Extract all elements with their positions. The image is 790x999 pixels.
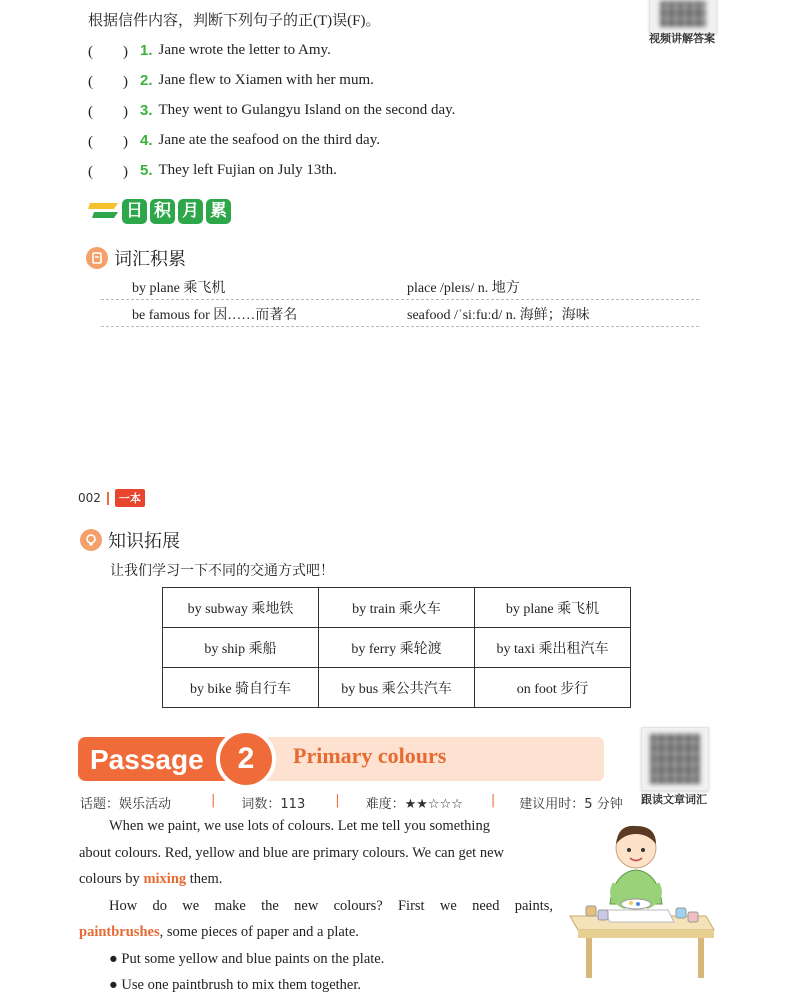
page-number: 002 — [78, 491, 101, 505]
answer-blank[interactable]: ( ) — [88, 73, 128, 90]
text-span: colours by — [79, 871, 144, 887]
exercise-item — [88, 159, 455, 181]
qr-caption-video-answers: 视频讲解答案 — [649, 32, 715, 45]
item-text: Jane ate the seafood on the third day. — [158, 131, 380, 148]
text-line — [79, 919, 553, 946]
table-cell: by ship 乘船 — [163, 628, 319, 668]
meta-difficulty: 难度：★★☆☆☆ — [365, 797, 463, 812]
answer-blank[interactable]: ( ) — [88, 103, 128, 120]
item-text: Jane wrote the letter to Amy. — [158, 41, 331, 58]
exercise-item — [88, 129, 455, 151]
vocab-list — [101, 273, 699, 327]
bullet-item: ● Put some yellow and blue paints on the plate. — [109, 950, 385, 967]
table-cell: by ferry 乘轮渡 — [319, 628, 475, 668]
table-cell: by subway 乘地铁 — [163, 588, 319, 628]
qr-code-image — [650, 734, 700, 784]
transport-table — [162, 587, 631, 708]
table-cell: by bus 乘公共汽车 — [319, 668, 475, 708]
meta-separator: | — [335, 793, 340, 808]
paragraph-2 — [79, 893, 553, 946]
qr-caption-read-along: 跟读文章词汇 — [641, 793, 707, 806]
knowledge-title: 知识拓展 — [108, 531, 180, 552]
daily-tile: 日 — [122, 199, 147, 224]
answer-blank[interactable]: ( ) — [88, 163, 128, 180]
lightbulb-icon — [80, 529, 102, 551]
meta-topic: 话题：娱乐活动 — [80, 797, 172, 812]
brand-badge: 一本 — [115, 489, 145, 507]
meta-time: 建议用时：5 分钟 — [519, 797, 623, 812]
footer-divider — [107, 492, 109, 505]
table-cell: by train 乘火车 — [319, 588, 475, 628]
table-cell: on foot 步行 — [475, 668, 631, 708]
passage-meta — [80, 793, 625, 812]
page-footer — [78, 489, 145, 507]
item-number: 1. — [140, 41, 153, 59]
daily-tile: 月 — [178, 199, 203, 224]
exercise-list — [88, 39, 455, 181]
text-line — [79, 866, 553, 893]
table-row — [163, 628, 631, 668]
item-text: They left Fujian on July 13th. — [158, 161, 337, 178]
knowledge-intro: 让我们学习一下不同的交通方式吧！ — [110, 564, 334, 579]
knowledge-header — [80, 527, 180, 553]
meta-words: 词数：113 — [241, 797, 306, 812]
table-row — [163, 668, 631, 708]
vocab-title: 词汇积累 — [114, 249, 186, 270]
passage-number: 2 — [216, 729, 276, 789]
item-number: 4. — [140, 131, 153, 149]
highlight-word: mixing — [143, 871, 187, 887]
text-line: about colours. Red, yellow and blue are primary colours. We can get new — [79, 844, 504, 861]
vocab-left: by plane 乘飞机 — [132, 281, 226, 296]
item-text: Jane flew to Xiamen with her mum. — [158, 71, 374, 88]
daily-tile: 累 — [206, 199, 231, 224]
vocab-left: be famous for 因……而著名 — [132, 308, 298, 323]
item-text: They went to Gulangyu Island on the second day. — [158, 101, 456, 118]
boy-painting-illustration — [568, 818, 718, 978]
green-stripes-icon — [88, 200, 120, 224]
passage-body — [79, 813, 553, 999]
exercise-item — [88, 39, 455, 61]
text-span: them. — [186, 871, 223, 887]
bullet-list — [79, 946, 553, 999]
qr-code-image — [660, 1, 706, 27]
vocab-header — [86, 245, 186, 271]
vocab-row — [101, 300, 699, 327]
daily-tile: 积 — [150, 199, 175, 224]
meta-separator: | — [490, 793, 496, 808]
text-line: How do we make the new colours? First we need paints, — [109, 897, 553, 914]
answer-blank[interactable]: ( ) — [88, 43, 128, 60]
highlight-word: paintbrushes — [79, 924, 160, 940]
passage-label: Passage — [78, 737, 228, 781]
vocab-right: seafood /ˈsiːfuːd/ n. 海鲜；海味 — [407, 308, 590, 323]
qr-code-read-along[interactable] — [641, 727, 709, 791]
vocab-right: place /pleɪs/ n. 地方 — [407, 281, 520, 296]
table-cell: by bike 骑自行车 — [163, 668, 319, 708]
bullet-text: Put some yellow and blue paints on the plate. — [121, 950, 385, 967]
answer-blank[interactable]: ( ) — [88, 133, 128, 150]
exercise-item — [88, 69, 455, 91]
qr-code-video-answers[interactable] — [649, 0, 717, 34]
item-number: 5. — [140, 161, 153, 179]
text-line: When we paint, we use lots of colours. Let me tell you something — [109, 818, 490, 834]
item-number: 3. — [140, 101, 153, 119]
table-cell: by taxi 乘出租汽车 — [475, 628, 631, 668]
table-row — [163, 588, 631, 628]
table-cell: by plane 乘飞机 — [475, 588, 631, 628]
meta-separator: | — [211, 793, 216, 808]
paragraph-1 — [79, 813, 553, 893]
exercise-item — [88, 99, 455, 121]
bullet-text: Use one paintbrush to mix them together. — [121, 977, 362, 993]
daily-accumulation-header — [88, 199, 234, 224]
bullet-item: ● Use one paintbrush to mix them together. — [109, 977, 362, 993]
vocab-row — [101, 273, 699, 300]
item-number: 2. — [140, 71, 153, 89]
exercise-instruction: 根据信件内容，判断下列句子的正(T)误(F)。 — [88, 13, 381, 29]
text-span: , some pieces of paper and a plate. — [159, 924, 359, 940]
passage-title: Primary colours — [293, 743, 447, 768]
pencil-icon — [86, 247, 108, 269]
